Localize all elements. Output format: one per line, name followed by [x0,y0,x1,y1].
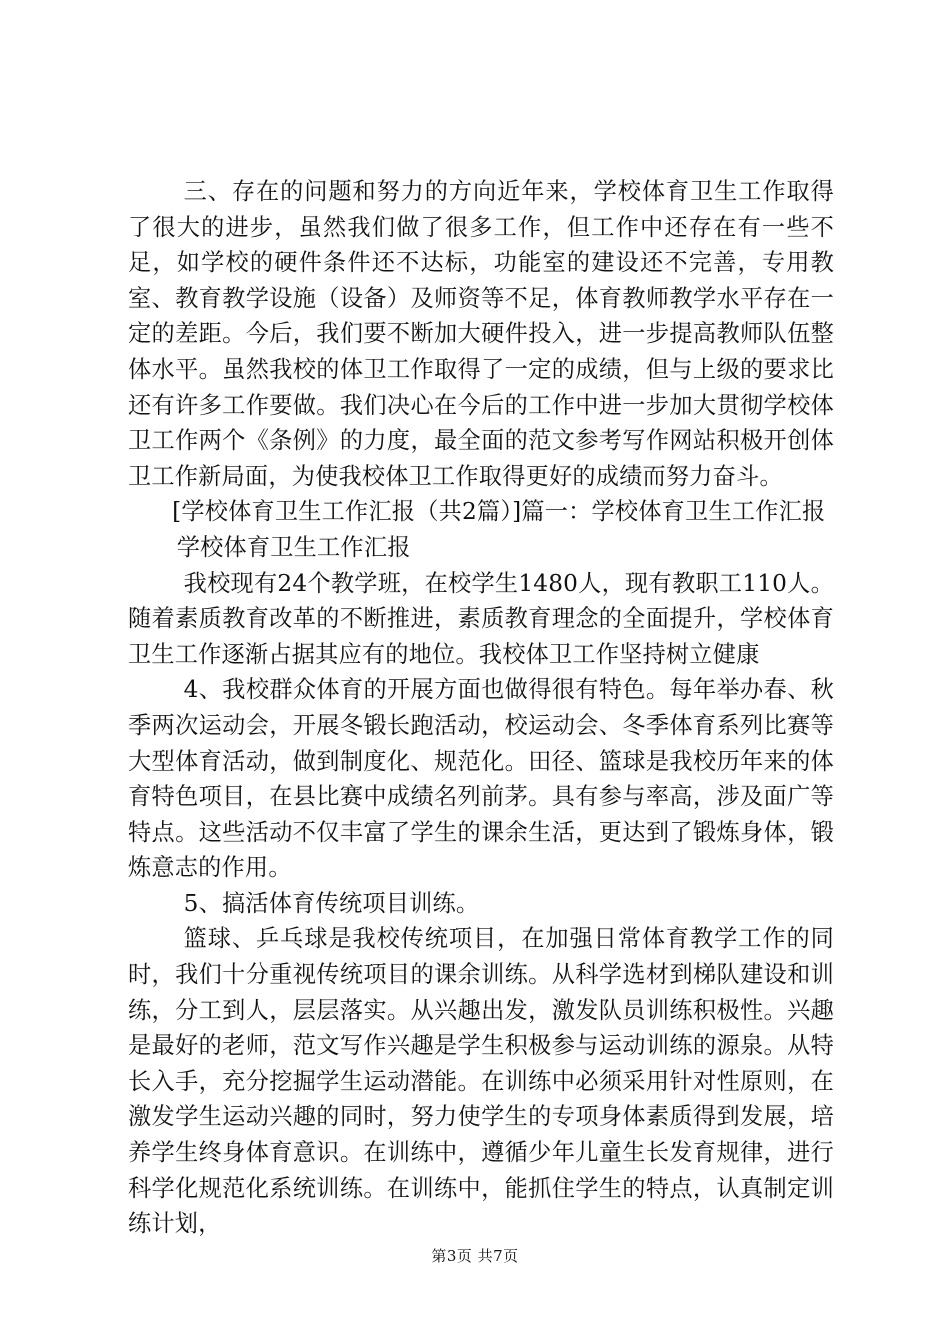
paragraph-traditional-training: 篮球、乒乓球是我校传统项目，在加强日常体育教学工作的同时，我们十分重视传统项目的课余训练。从科学选材到梯队建设和训练，分工到人，层层落实。从兴趣出发，激发队员训练积极性。兴趣是最好的老师，范文写作兴趣是学生积极参与运动训练的源泉。从特长入手，充分挖掘学生运动潜能。在训练中必须采用针对性原则，在激发学生运动兴趣的同时，努力使学生的专项身体素质得到发展，培养学生终身体育意识。在训练中，遵循少年儿童生长发育规律，进行科学化规范化系统训练。在训练中，能抓住学生的特点，认真制定训练计划， [128,925,834,1238]
page-number-footer: 第3页 共7页 [431,1247,519,1265]
paragraph-mass-sports: 4、我校群众体育的开展方面也做得很有特色。每年举办春、秋季两次运动会，开展冬锻长跑活动，校运动会、冬季体育系列比赛等大型体育活动，做到制度化、规范化。田径、篮球是我校历年来的体育特色项目，在县比赛中成绩名列前茅。具有参与率高，涉及面广等特点。这些活动不仅丰富了学生的课余生活，更达到了锻炼身体，锻炼意志的作用。 [128,676,834,882]
document-body [128,174,834,1242]
paragraph-problems-and-direction: 三、存在的问题和努力的方向近年来，学校体育卫生工作取得了很大的进步，虽然我们做了很多工作，但工作中还存在有一些不足，如学校的硬件条件还不达标，功能室的建设还不完善，专用教室、教育教学设施（设备）及师资等不足，体育教师教学水平存在一定的差距。今后，我们要不断加大硬件投入，进一步提高教师队伍整体水平。虽然我校的体卫工作取得了一定的成绩，但与上级的要求比还有许多工作要做。我们决心在今后的工作中进一步加大贯彻学校体卫工作两个《条例》的力度，最全面的范文参考写作网站积极开创体卫工作新局面，为使我校体卫工作取得更好的成绩而努力奋斗。 [128,178,834,490]
paragraph-traditional-training-heading: 5、搞活体育传统项目训练。 [183,889,480,917]
paragraph-report-heading-line: [学校体育卫生工作汇报（共2篇）]篇一：学校体育卫生工作汇报 [172,498,826,526]
paragraph-report-title: 学校体育卫生工作汇报 [176,533,411,561]
paragraph-school-overview: 我校现有24个教学班，在校学生1480人，现有教职工110人。随着素质教育改革的不断推进，素质教育理念的全面提升，学校体育卫生工作逐渐占据其应有的地位。我校体卫工作坚持树立健康 [128,569,834,668]
